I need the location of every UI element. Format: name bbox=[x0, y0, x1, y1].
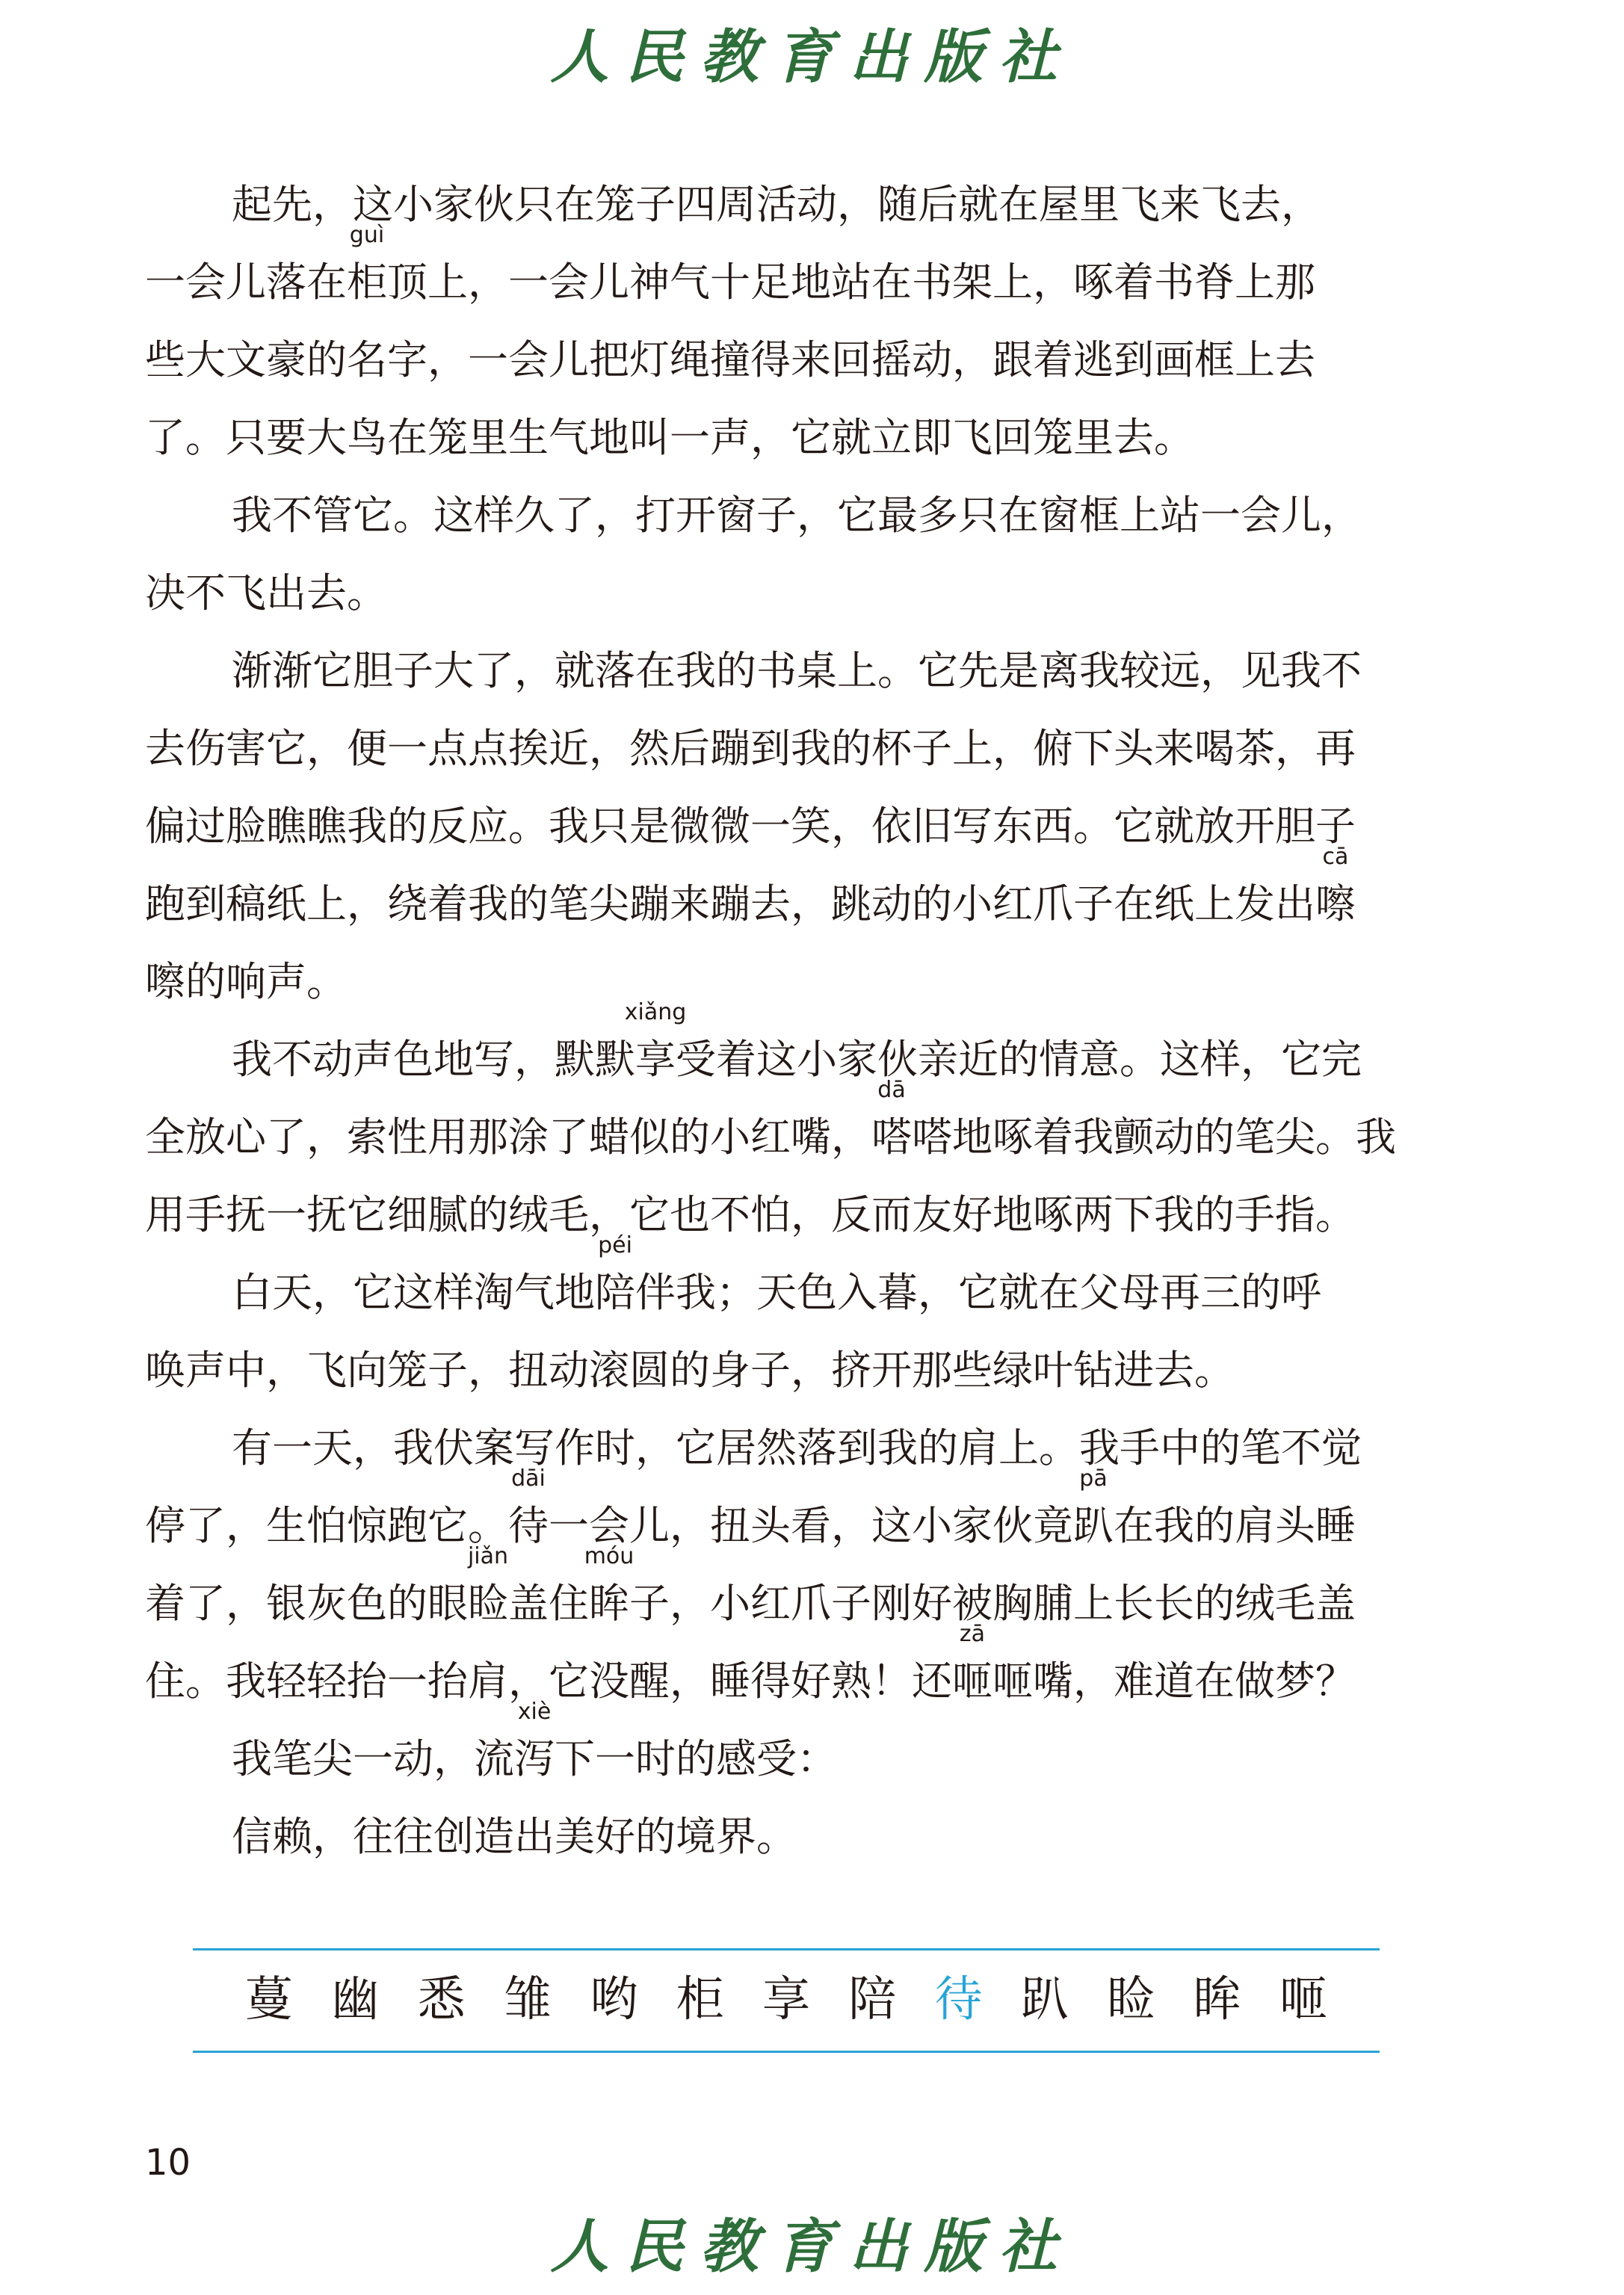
body-text bbox=[145, 166, 1445, 1876]
text-line bbox=[145, 943, 1445, 1021]
text-segment: 信赖，往往创造出美好的境界。 bbox=[232, 1813, 797, 1860]
text-line bbox=[145, 1176, 1445, 1254]
annotated-char bbox=[1315, 844, 1356, 943]
annotated-char-text: 陪 bbox=[595, 1269, 635, 1316]
text-segment: 些大文豪的名字，一会儿把灯绳撞得来回摇动，跟着逃到画框上去 bbox=[145, 336, 1315, 383]
pinyin-annotation: péi bbox=[598, 1232, 632, 1258]
text-line bbox=[145, 321, 1445, 399]
vocabulary-char: 待 bbox=[934, 1972, 983, 2027]
pinyin-annotation: xiǎng bbox=[624, 999, 687, 1025]
annotated-char bbox=[514, 1699, 555, 1798]
annotated-char-text: 柜 bbox=[347, 259, 387, 306]
pinyin-annotation: móu bbox=[584, 1543, 635, 1569]
text-segment: 用手抚一抚它细腻的绒毛，它也不怕，反而友好地啄两下我的手指。 bbox=[145, 1191, 1356, 1238]
pinyin-annotation: zā bbox=[959, 1621, 986, 1647]
text-line bbox=[145, 1332, 1445, 1409]
vocabulary-char: 享 bbox=[762, 1972, 810, 2027]
text-line bbox=[145, 710, 1445, 788]
text-segment: 我笔尖一动，流 bbox=[232, 1735, 514, 1782]
page-number: 10 bbox=[145, 2142, 191, 2184]
text-segment: 受着这小家伙亲近的情意。这样，它完 bbox=[676, 1036, 1362, 1083]
annotated-char-text: 嗒 bbox=[871, 1113, 912, 1161]
text-segment: 子，小红爪子刚好被胸脯上长长的绒毛盖 bbox=[629, 1580, 1356, 1627]
annotated-char bbox=[467, 1543, 509, 1643]
pinyin-annotation: guì bbox=[349, 222, 385, 248]
text-line bbox=[145, 477, 1445, 555]
annotated-char bbox=[595, 1232, 635, 1332]
pinyin-annotation: cā bbox=[1322, 844, 1349, 870]
text-line bbox=[145, 1621, 1445, 1720]
text-segment: 盖住 bbox=[508, 1580, 589, 1627]
annotated-char-text: 泻 bbox=[514, 1735, 555, 1782]
text-line bbox=[145, 788, 1445, 865]
annotated-char bbox=[871, 1077, 912, 1176]
publisher-logo-top: 人民教育出版社 bbox=[550, 23, 1074, 91]
annotated-char-text: 享 bbox=[635, 1036, 676, 1083]
vocabulary-char: 眸 bbox=[1193, 1972, 1241, 2027]
annotated-char bbox=[347, 222, 387, 321]
text-segment: 有一天，我伏案写作时，它居然落到我的肩上。我手中的笔不觉 bbox=[232, 1424, 1362, 1471]
annotated-char-text: 睑 bbox=[468, 1580, 508, 1627]
text-segment: 我不动声色地写，默默 bbox=[232, 1036, 635, 1083]
pinyin-annotation: dā bbox=[877, 1077, 906, 1103]
text-line bbox=[145, 399, 1445, 477]
text-line bbox=[145, 222, 1445, 321]
text-segment: 停了，生怕惊跑它。 bbox=[145, 1502, 508, 1549]
text-segment: 了。只要大鸟在笼里生气地叫一声，它就立即飞回笼里去。 bbox=[145, 414, 1194, 461]
vocabulary-char: 趴 bbox=[1020, 1972, 1069, 2027]
text-segment: 起先，这小家伙只在笼子四周活动，随后就在屋里飞来飞去， bbox=[232, 181, 1321, 228]
text-segment: 去伤害它，便一点点挨近，然后蹦到我的杯子上，俯下头来喝茶，再 bbox=[145, 725, 1356, 772]
pinyin-annotation: dāi bbox=[511, 1465, 546, 1492]
text-segment: 偏过脸瞧瞧我的反应。我只是微微一笑，依旧写东西。它就放开胆子 bbox=[145, 803, 1356, 850]
text-segment: 嗒地啄着我颤动的笔尖。我 bbox=[912, 1113, 1396, 1161]
vocabulary-char: 蔓 bbox=[245, 1972, 293, 2027]
vocabulary-char: 悉 bbox=[417, 1972, 466, 2027]
annotated-char bbox=[952, 1621, 992, 1720]
text-segment: 全放心了，索性用那涂了蜡似的小红嘴， bbox=[145, 1113, 871, 1161]
text-segment: 咂嘴，难道在做梦？ bbox=[992, 1658, 1356, 1705]
text-line bbox=[145, 844, 1445, 943]
text-segment: 一会儿落在 bbox=[145, 259, 347, 306]
vocabulary-char: 幽 bbox=[331, 1972, 380, 2027]
text-segment: 唤声中，飞向笼子，扭动滚圆的身子，挤开那些绿叶钻进去。 bbox=[145, 1347, 1235, 1394]
text-segment: 一会儿，扭头看，这小家伙竟 bbox=[549, 1502, 1073, 1549]
text-segment: 跑到稿纸上，绕着我的笔尖蹦来蹦去，跳动的小红爪子在纸上发出 bbox=[145, 880, 1315, 927]
text-segment: 渐渐它胆子大了，就落在我的书桌上。它先是离我较远，见我不 bbox=[232, 647, 1362, 694]
vocabulary-char: 咂 bbox=[1279, 1972, 1327, 2027]
annotated-char bbox=[1073, 1465, 1114, 1565]
vocabulary-chars bbox=[193, 1966, 1380, 2033]
text-segment: 白天，它这样淘气地 bbox=[232, 1269, 595, 1316]
text-line bbox=[145, 1077, 1445, 1176]
annotated-char bbox=[508, 1465, 549, 1565]
text-segment: 下一时的感受： bbox=[555, 1735, 837, 1782]
text-segment: 着了，银灰色的眼 bbox=[145, 1580, 468, 1627]
text-segment: 嚓的响声。 bbox=[145, 958, 347, 1005]
vocabulary-box bbox=[193, 1948, 1380, 2053]
vocabulary-rule-bottom bbox=[193, 2051, 1380, 2053]
vocabulary-char: 陪 bbox=[848, 1972, 897, 2027]
annotated-char-text: 待 bbox=[508, 1502, 549, 1549]
text-segment: 住。我轻轻抬一抬肩，它没醒，睡得好熟！还 bbox=[145, 1658, 952, 1705]
pinyin-annotation: xiè bbox=[517, 1699, 552, 1725]
text-line bbox=[145, 1232, 1445, 1332]
vocabulary-char: 雏 bbox=[503, 1972, 552, 2027]
text-segment: 在我的肩头睡 bbox=[1114, 1502, 1356, 1549]
text-line bbox=[145, 166, 1445, 244]
text-segment: 决不飞出去。 bbox=[145, 569, 387, 617]
text-line bbox=[145, 1465, 1445, 1565]
annotated-char bbox=[624, 999, 687, 1099]
vocabulary-rule-top bbox=[193, 1948, 1380, 1950]
text-line bbox=[145, 555, 1445, 632]
vocabulary-char: 柜 bbox=[676, 1972, 724, 2027]
vocabulary-char: 哟 bbox=[590, 1972, 638, 2027]
pinyin-annotation: jiǎn bbox=[467, 1543, 509, 1569]
annotated-char-text: 趴 bbox=[1073, 1502, 1114, 1549]
text-line bbox=[145, 1699, 1445, 1798]
text-line bbox=[145, 632, 1445, 710]
text-line bbox=[145, 999, 1445, 1099]
text-segment: 伴我；天色入暮，它就在父母再三的呼 bbox=[635, 1269, 1321, 1316]
annotated-char-text: 眸 bbox=[589, 1580, 629, 1627]
publisher-logo-bottom: 人民教育出版社 bbox=[550, 2213, 1074, 2281]
vocabulary-char: 睑 bbox=[1107, 1972, 1155, 2027]
pinyin-annotation: pā bbox=[1079, 1465, 1108, 1492]
annotated-char-text: 嚓 bbox=[1315, 880, 1356, 927]
text-line bbox=[145, 1798, 1445, 1876]
text-line bbox=[145, 1543, 1445, 1643]
text-segment: 顶上，一会儿神气十足地站在书架上，啄着书脊上那 bbox=[387, 259, 1315, 306]
annotated-char bbox=[584, 1543, 635, 1643]
text-line bbox=[145, 1409, 1445, 1487]
text-segment: 我不管它。这样久了，打开窗子，它最多只在窗框上站一会儿， bbox=[232, 492, 1362, 539]
annotated-char-text: 咂 bbox=[952, 1658, 992, 1705]
